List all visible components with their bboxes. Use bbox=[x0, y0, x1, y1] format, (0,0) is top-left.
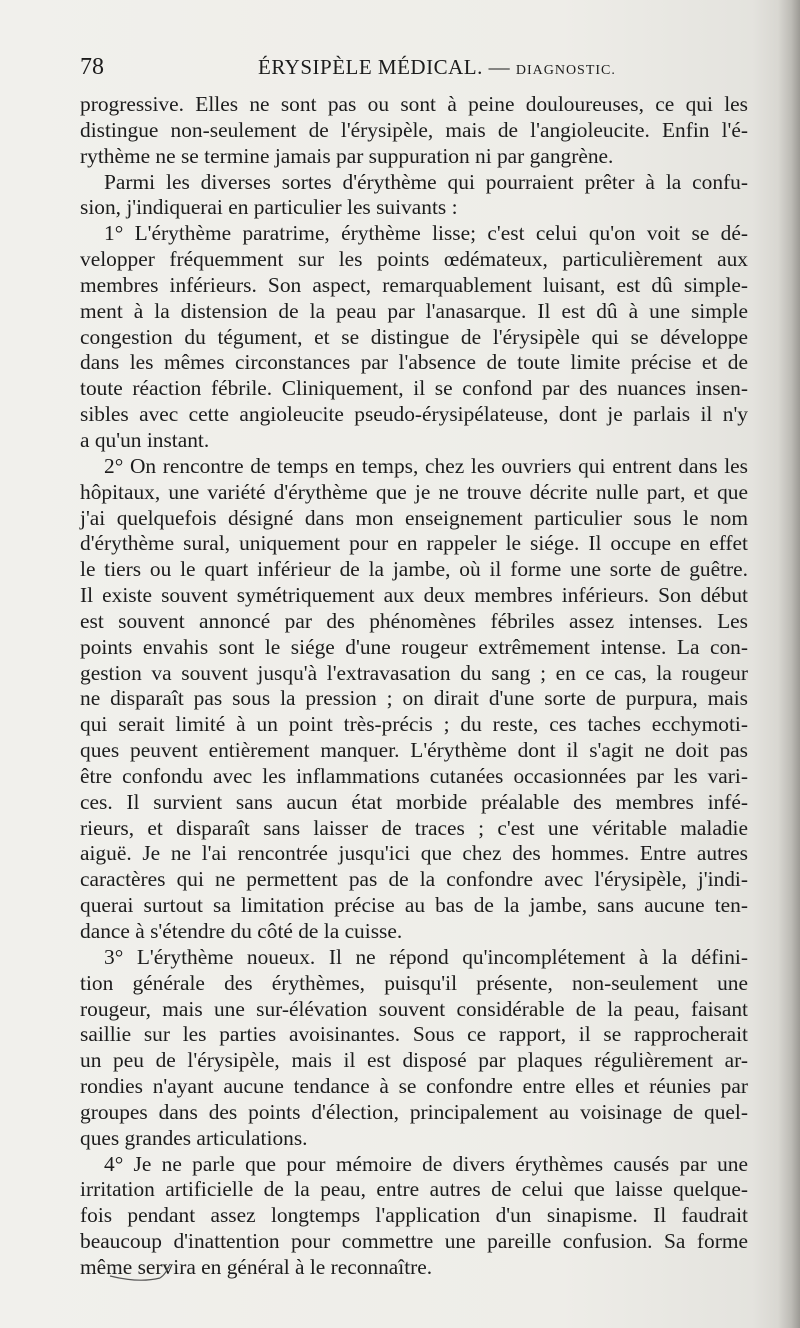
text-line: le tiers ou le quart inférieur de la jambe, où il forme une sorte de guêtre. bbox=[80, 557, 748, 582]
text-line: être confondu avec les inflammations cutanées occasionnées par les vari- bbox=[80, 763, 748, 788]
text-line: rythème ne se termine jamais par suppuration ni par gangrène. bbox=[80, 143, 614, 168]
text-line: congestion du tégument, et se distingue de l'érysipèle qui se développe bbox=[80, 324, 748, 349]
text-line: a qu'un instant. bbox=[80, 427, 210, 452]
text-line: dans les mêmes circonstances par l'absence de toute limite précise et de bbox=[80, 350, 748, 375]
text-line: ne disparaît pas sous la pression ; on dirait d'une sorte de purpura, mais bbox=[80, 686, 748, 711]
text-line: hôpitaux, une variété d'érythème que je ne trouve décrite nulle part, et que bbox=[80, 479, 748, 504]
text-line: tion générale des érythèmes, puisqu'il présente, non-seulement une bbox=[80, 970, 748, 995]
text-line: aiguë. Je ne l'ai rencontrée jusqu'ici que chez des hommes. Entre autres bbox=[80, 841, 748, 866]
text-line: rieurs, et disparaît sans laisser de traces ; c'est une véritable maladie bbox=[80, 815, 748, 840]
text-line: est souvent annoncé par des phénomènes fébriles assez intenses. Les bbox=[80, 608, 748, 633]
text-line: ces. Il survient sans aucun état morbide préalable des membres infé- bbox=[80, 789, 748, 814]
text-line: Il existe souvent symétriquement aux deux membres inférieurs. Son début bbox=[80, 583, 748, 608]
text-line: 1° L'érythème paratrime, érythème lisse; c'est celui qu'on voit se dé- bbox=[104, 221, 748, 246]
text-line: querai surtout sa limitation précise au bas de la jambe, sans aucune ten- bbox=[80, 893, 748, 918]
text-line: caractères qui ne permettent pas de la confondre avec l'érysipèle, j'indi- bbox=[80, 867, 748, 892]
pencil-mark bbox=[108, 1262, 178, 1288]
text-line: d'érythème sural, uniquement pour en rappeler le siége. Il occupe en effet bbox=[80, 531, 748, 556]
text-line: j'ai quelquefois désigné dans mon enseignement particulier sous le nom bbox=[80, 505, 748, 530]
text-line: 4° Je ne parle que pour mémoire de divers érythèmes causés par une bbox=[104, 1151, 748, 1176]
text-line: rondies n'ayant aucune tendance à se confondre entre elles et réunies par bbox=[80, 1074, 748, 1099]
text-line: ques grandes articulations. bbox=[80, 1125, 308, 1150]
text-line: points envahis sont le siége d'une rougeur extrêmement intense. La con- bbox=[80, 634, 748, 659]
page-header bbox=[80, 50, 748, 86]
text-line: 3° L'érythème noueux. Il ne répond qu'incomplétement à la défini- bbox=[104, 944, 748, 969]
text-line: sion, j'indiquerai en particulier les suivants : bbox=[80, 195, 458, 220]
page-edge-shadow bbox=[778, 0, 800, 1328]
running-head bbox=[258, 55, 616, 80]
text-line: saillie sur les parties avoisinantes. Sous ce rapport, il se rapprocherait bbox=[80, 1022, 748, 1047]
running-head-title: ÉRYSIPÈLE MÉDICAL. — bbox=[258, 55, 511, 79]
text-line: qui serait limité à un point très-précis ; du reste, ces taches ecchymoti- bbox=[80, 712, 748, 737]
text-line: un peu de l'érysipèle, mais il est disposé par plaques régulièrement ar- bbox=[80, 1048, 748, 1073]
text-line: ques peuvent entièrement manquer. L'érythème dont il s'agit ne doit pas bbox=[80, 738, 748, 763]
text-line: Parmi les diverses sortes d'érythème qui pourraient prêter à la confu- bbox=[104, 169, 748, 194]
page-number: 78 bbox=[80, 54, 104, 80]
text-line: membres inférieurs. Son aspect, remarquablement luisant, est dû simple- bbox=[80, 272, 748, 297]
text-line: dance à s'étendre du côté de la cuisse. bbox=[80, 919, 403, 943]
text-line: fois pendant assez longtemps l'application d'un sinapisme. Il faudrait bbox=[80, 1203, 748, 1228]
text-line: velopper fréquemment sur les points œdémateux, particulièrement aux bbox=[80, 247, 748, 272]
text-line: groupes dans des points d'élection, principalement au voisinage de quel- bbox=[80, 1099, 748, 1124]
text-line: toute réaction fébrile. Cliniquement, il se confond par des nuances insen- bbox=[80, 376, 748, 401]
text-line: ment à la distension de la peau par l'anasarque. Il est dû à une simple bbox=[80, 298, 748, 323]
body-text bbox=[80, 92, 748, 1281]
text-line: progressive. Elles ne sont pas ou sont à peine douloureuses, ce qui les bbox=[80, 92, 748, 116]
text-line: rougeur, mais une sur-élévation souvent considérable de la peau, faisant bbox=[80, 996, 748, 1021]
text-line: beaucoup d'inattention pour commettre une pareille confusion. Sa forme bbox=[80, 1229, 748, 1254]
text-line: gestion va souvent jusqu'à l'extravasation du sang ; en ce cas, la rougeur bbox=[80, 660, 748, 685]
text-line: sibles avec cette angioleucite pseudo-érysipélateuse, dont je parlais il n'y bbox=[80, 402, 748, 427]
text-line: même servira en général à le reconnaître. bbox=[80, 1254, 433, 1279]
text-line: irritation artificielle de la peau, entre autres de celui que laisse quelque- bbox=[80, 1177, 748, 1202]
text-line: 2° On rencontre de temps en temps, chez les ouvriers qui entrent dans les bbox=[104, 453, 748, 478]
running-head-section: DIAGNOSTIC. bbox=[515, 63, 616, 78]
text-line: distingue non-seulement de l'érysipèle, mais de l'angioleucite. Enfin l'é- bbox=[80, 117, 748, 142]
